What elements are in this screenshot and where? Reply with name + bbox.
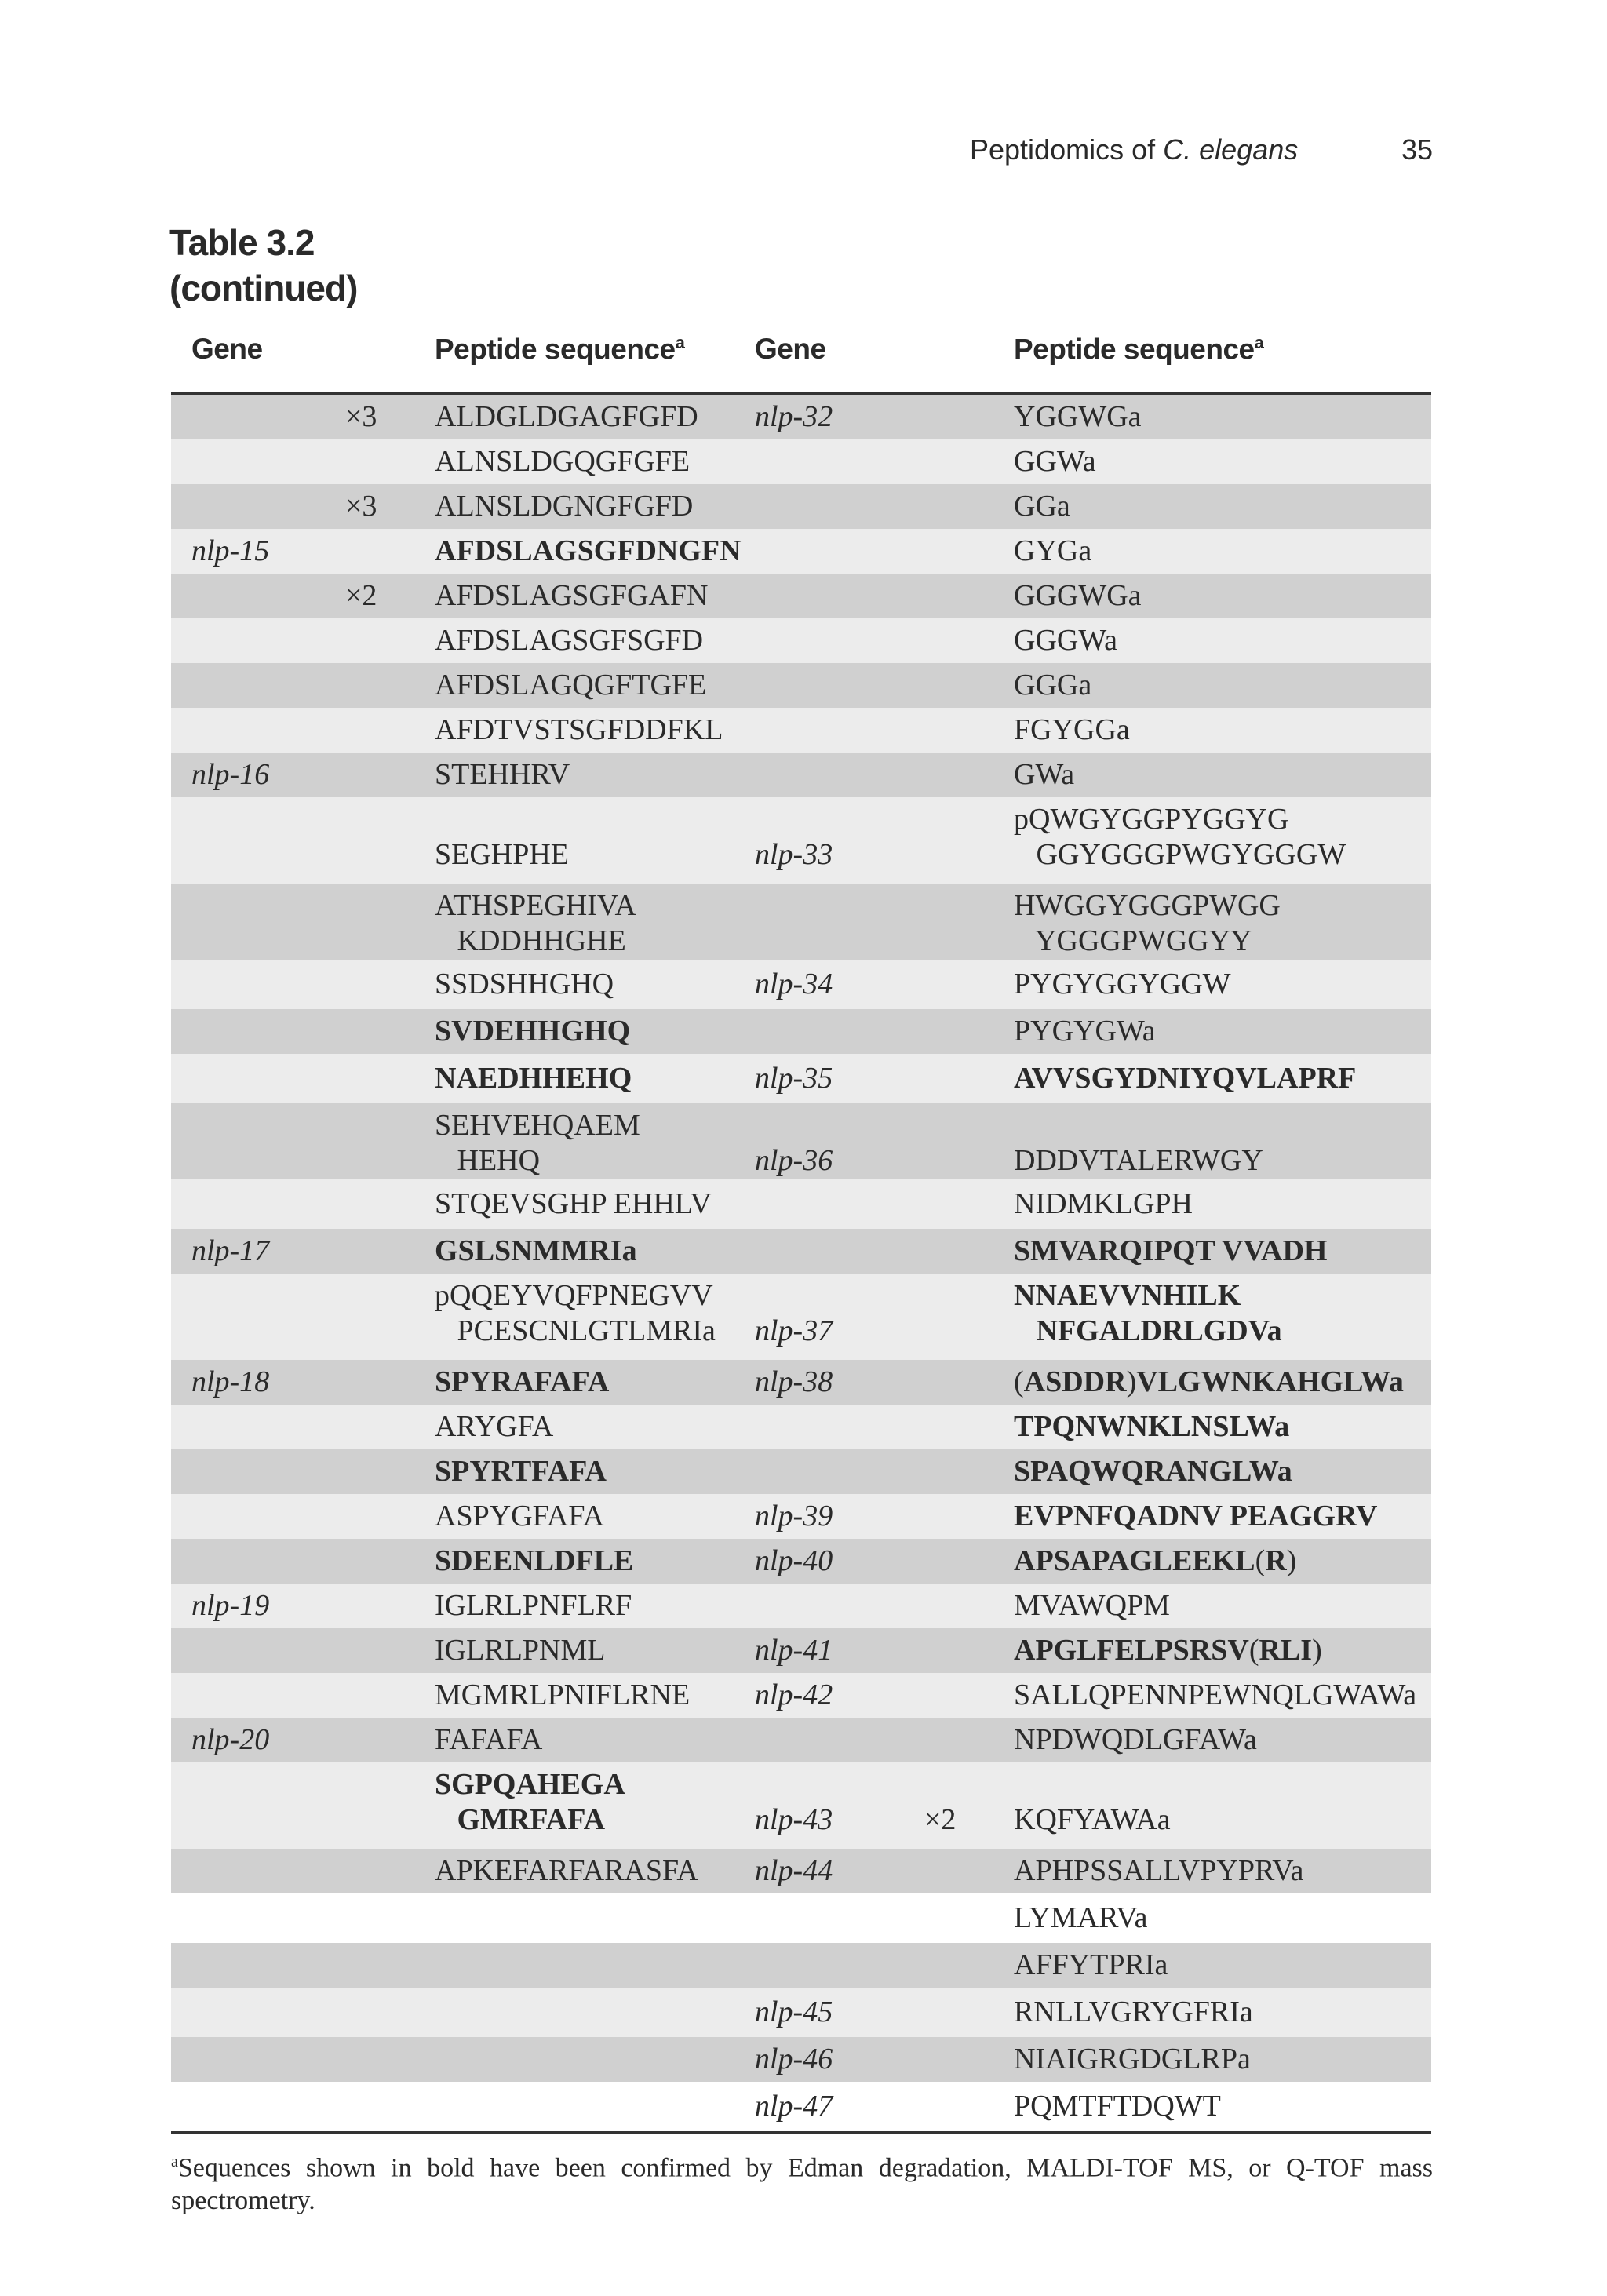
peptide-sequence: IGLRLPNML xyxy=(435,1634,606,1667)
table-row xyxy=(171,1405,1431,1449)
peptide-sequence: DDDVTALERWGY xyxy=(1014,1144,1263,1177)
peptide-sequence: GGGWGa xyxy=(1014,579,1142,612)
peptide-sequence: SALLQPENNPEWNQLGWAWa xyxy=(1014,1678,1417,1711)
peptide-sequence: MGMRLPNIFLRNE xyxy=(435,1678,691,1711)
peptide-sequence: SMVARQIPQT VVADH xyxy=(1014,1234,1328,1267)
peptide-sequence: KQFYAWAa xyxy=(1014,1803,1171,1836)
peptide-sequence: ARYGFA xyxy=(435,1410,554,1443)
copy-count: ×2 xyxy=(345,579,377,612)
table-bottom-rule xyxy=(171,2131,1431,2134)
table-row xyxy=(171,1179,1431,1229)
table-row xyxy=(171,395,1431,439)
peptide-sequence: AFDTVSTSGFDDFKL xyxy=(435,713,723,746)
gene-name: nlp-41 xyxy=(755,1634,833,1667)
peptide-sequence: AFDSLAGSGFSGFD xyxy=(435,624,704,657)
table-caption xyxy=(169,220,357,311)
table-row xyxy=(171,884,1431,960)
header-peptide-sequence: Peptide sequence$^a$ xyxy=(435,333,685,366)
peptide-sequence: ALDGLDGAGFGFD xyxy=(435,400,698,433)
peptide-sequence: SPYRAFAFA xyxy=(435,1365,610,1398)
gene-name: nlp-40 xyxy=(755,1544,833,1577)
peptide-sequence: ASPYGFAFA xyxy=(435,1500,605,1532)
peptide-sequence-cont: NFGALDRLGDVa xyxy=(1014,1314,1282,1347)
peptide-table xyxy=(171,330,1431,2134)
peptide-sequence-cont: HEHQ xyxy=(435,1144,541,1177)
gene-name: nlp-36 xyxy=(755,1144,833,1177)
table-row xyxy=(171,1893,1431,1943)
peptide-sequence: STQEVSGHP EHHLV xyxy=(435,1187,712,1220)
peptide-sequence: GGGa xyxy=(1014,669,1092,702)
gene-name: nlp-16 xyxy=(191,758,270,791)
table-row xyxy=(171,960,1431,1009)
peptide-sequence: SPYRTFAFA xyxy=(435,1455,607,1488)
gene-name: nlp-15 xyxy=(191,534,270,567)
table-row xyxy=(171,1943,1431,1988)
peptide-sequence: GGGWa xyxy=(1014,624,1118,657)
peptide-sequence: NPDWQDLGFAWa xyxy=(1014,1723,1257,1756)
table-row xyxy=(171,708,1431,753)
peptide-sequence: AFDSLAGQGFTGFE xyxy=(435,669,707,702)
header-gene-2: Gene xyxy=(755,333,826,365)
table-row xyxy=(171,529,1431,574)
peptide-sequence: ALNSLDGQGFGFE xyxy=(435,445,691,478)
table-row xyxy=(171,1673,1431,1718)
peptide-sequence-cont: KDDHHGHE xyxy=(435,924,626,957)
peptide-sequence: AFDSLAGSGFDNGFN xyxy=(435,534,742,567)
gene-name: nlp-45 xyxy=(755,1995,833,2028)
gene-name: nlp-46 xyxy=(755,2043,833,2076)
gene-name: nlp-35 xyxy=(755,1062,833,1095)
peptide-sequence: LYMARVa xyxy=(1014,1901,1148,1934)
copy-count: ×3 xyxy=(345,490,377,523)
table-row xyxy=(171,1628,1431,1673)
gene-name: nlp-17 xyxy=(191,1234,270,1267)
peptide-sequence: RNLLVGRYGFRIa xyxy=(1014,1995,1253,2028)
table-row xyxy=(171,2037,1431,2082)
table-row xyxy=(171,1103,1431,1179)
peptide-sequence: GWa xyxy=(1014,758,1075,791)
peptide-sequence-cont: GMRFAFA xyxy=(435,1803,606,1836)
peptide-sequence: SEGHPHE xyxy=(435,838,570,871)
copy-count: ×2 xyxy=(924,1803,957,1836)
peptide-sequence: FGYGGa xyxy=(1014,713,1130,746)
peptide-sequence: SGPQAHEGA xyxy=(435,1768,625,1801)
peptide-sequence: pQWGYGGPYGGYG xyxy=(1014,803,1289,836)
gene-name: nlp-47 xyxy=(755,2090,833,2123)
peptide-sequence: APGLFELPSRSV(RLI) xyxy=(1014,1634,1322,1667)
peptide-sequence: EVPNFQADNV PEAGGRV xyxy=(1014,1500,1378,1532)
table-caption-line2: (continued) xyxy=(169,268,358,308)
peptide-sequence: SSDSHHGHQ xyxy=(435,968,614,1000)
peptide-sequence: YGGWGa xyxy=(1014,400,1142,433)
table-row xyxy=(171,1539,1431,1584)
peptide-sequence: AFFYTPRIa xyxy=(1014,1948,1168,1981)
gene-name: nlp-39 xyxy=(755,1500,833,1532)
peptide-sequence: APKEFARFARASFA xyxy=(435,1854,698,1887)
peptide-sequence: (ASDDR)VLGWNKAHGLWa xyxy=(1014,1365,1404,1398)
header-peptide-sequence-2: Peptide sequence$^a$ xyxy=(1014,333,1264,366)
peptide-sequence: TPQNWNKLNSLWa xyxy=(1014,1410,1290,1443)
table-row xyxy=(171,618,1431,663)
table-row xyxy=(171,1449,1431,1494)
peptide-sequence: NAEDHHEHQ xyxy=(435,1062,632,1095)
table-row xyxy=(171,663,1431,708)
copy-count: ×3 xyxy=(345,400,377,433)
peptide-sequence: GYGa xyxy=(1014,534,1092,567)
table-row xyxy=(171,1009,1431,1054)
peptide-sequence: STEHHRV xyxy=(435,758,570,791)
table-row xyxy=(171,439,1431,484)
peptide-sequence: NIDMKLGPH xyxy=(1014,1187,1193,1220)
gene-name: nlp-37 xyxy=(755,1314,833,1347)
peptide-sequence: AFDSLAGSGFGAFN xyxy=(435,579,709,612)
peptide-sequence: AVVSGYDNIYQVLAPRF xyxy=(1014,1062,1357,1095)
peptide-sequence: GGWa xyxy=(1014,445,1096,478)
gene-name: nlp-34 xyxy=(755,968,833,1000)
table-row xyxy=(171,1494,1431,1539)
table-row xyxy=(171,1988,1431,2037)
table-row xyxy=(171,1360,1431,1405)
peptide-sequence: ALNSLDGNGFGFD xyxy=(435,490,694,523)
table-header-row xyxy=(171,330,1431,395)
peptide-sequence: PYGYGWa xyxy=(1014,1015,1156,1048)
peptide-sequence: HWGGYGGGPWGG xyxy=(1014,889,1281,922)
gene-name: nlp-42 xyxy=(755,1678,833,1711)
header-gene: Gene xyxy=(191,333,263,365)
gene-name: nlp-43 xyxy=(755,1803,833,1836)
table-row xyxy=(171,753,1431,797)
table-row xyxy=(171,1718,1431,1762)
gene-name: nlp-18 xyxy=(191,1365,270,1398)
peptide-sequence: SPAQWQRANGLWa xyxy=(1014,1455,1292,1488)
gene-name: nlp-33 xyxy=(755,838,833,871)
peptide-sequence: IGLRLPNFLRF xyxy=(435,1589,632,1622)
gene-name: nlp-44 xyxy=(755,1854,833,1887)
peptide-sequence: SEHVEHQAEM xyxy=(435,1109,640,1142)
peptide-sequence-cont: YGGGPWGGYY xyxy=(1014,924,1252,957)
table-row xyxy=(171,2082,1431,2131)
table-row xyxy=(171,797,1431,884)
table-row xyxy=(171,1849,1431,1893)
peptide-sequence-cont: GGYGGGPWGYGGGW xyxy=(1014,838,1346,871)
table-footnote: $^a$Sequences shown in bold have been confirmed by Edman degradation, MALDI-TOF MS, or Q-TOF mass spectrometry. xyxy=(171,2153,1433,2216)
table-row xyxy=(171,1229,1431,1274)
peptide-sequence: APSAPAGLEEKL(R) xyxy=(1014,1544,1297,1577)
page-number: 35 xyxy=(1401,133,1434,166)
gene-name: nlp-19 xyxy=(191,1589,270,1622)
table-row xyxy=(171,1584,1431,1628)
table-row xyxy=(171,1054,1431,1103)
gene-name: nlp-32 xyxy=(755,400,833,433)
peptide-sequence: GSLSNMMRIa xyxy=(435,1234,637,1267)
peptide-sequence: APHPSSALLVPYPRVa xyxy=(1014,1854,1304,1887)
peptide-sequence: PQMTFTDQWT xyxy=(1014,2090,1221,2123)
peptide-sequence: GGa xyxy=(1014,490,1070,523)
gene-name: nlp-20 xyxy=(191,1723,270,1756)
peptide-sequence: SVDEHHGHQ xyxy=(435,1015,631,1048)
table-row xyxy=(171,1762,1431,1849)
peptide-sequence: FAFAFA xyxy=(435,1723,543,1756)
gene-name: nlp-38 xyxy=(755,1365,833,1398)
peptide-sequence: PYGYGGYGGW xyxy=(1014,968,1231,1000)
peptide-sequence: MVAWQPM xyxy=(1014,1589,1170,1622)
table-row xyxy=(171,574,1431,618)
peptide-sequence: SDEENLDFLE xyxy=(435,1544,634,1577)
peptide-sequence: ATHSPEGHIVA xyxy=(435,889,636,922)
table-row xyxy=(171,1274,1431,1360)
table-body xyxy=(171,395,1431,2134)
table-row xyxy=(171,484,1431,529)
peptide-sequence-cont: PCESCNLGTLMRIa xyxy=(435,1314,716,1347)
table-caption-line1: Table 3.2 xyxy=(169,222,315,263)
running-head: Peptidomics of C. elegans xyxy=(970,133,1299,166)
peptide-sequence: NIAIGRGDGLRPa xyxy=(1014,2043,1251,2076)
peptide-sequence: pQQEYVQFPNEGVV xyxy=(435,1279,713,1312)
peptide-sequence: NNAEVVNHILK xyxy=(1014,1279,1241,1312)
